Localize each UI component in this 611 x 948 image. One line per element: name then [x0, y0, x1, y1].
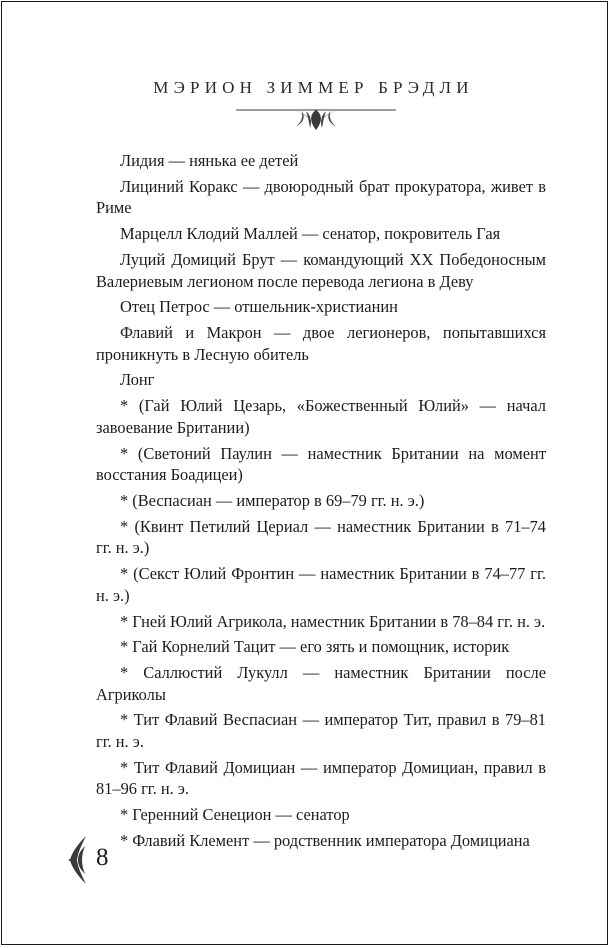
list-item: * Гай Корнелий Тацит — его зять и помощник, историк [120, 637, 510, 657]
list-item: Отец Петрос — отшельник-христианин [120, 297, 398, 317]
list-item: Флавий и Макрон — двое легионеров, попытавшихся проникнуть в Лесную обитель [96, 323, 546, 364]
list-item: * (Секст Юлий Фронтин — наместник Британии в 74–77 гг. н. э.) [96, 564, 546, 605]
leaf-ornament-icon [66, 834, 88, 886]
list-item: Лонг [120, 370, 155, 390]
list-item: Марцелл Клодий Маллей — сенатор, покровитель Гая [120, 224, 501, 244]
list-item: * (Квинт Петилий Цериал — наместник Британии в 71–74 гг. н. э.) [96, 516, 546, 558]
character-list [96, 150, 546, 856]
list-item: Луций Домиций Брут — командующий XX Победоносным Валериевым легионом после перевода легиона в Деву [96, 249, 546, 291]
list-item: * Тит Флавий Веспасиан — император Тит, правил в 79–81 гг. н. э. [96, 710, 546, 752]
fleuron-divider-icon [232, 104, 400, 132]
list-item: * (Гай Юлий Цезарь, «Божественный Юлий» — начал завоевание Британии) [96, 396, 546, 437]
list-item: * Геренний Сенецион — сенатор [120, 805, 350, 825]
list-item: * Гней Юлий Агрикола, наместник Британии в 78–84 гг. н. э. [120, 611, 546, 631]
list-item: * Флавий Клемент — родственник императора Домициана [120, 831, 530, 850]
list-item: Лидия — нянька ее детей [120, 151, 299, 170]
list-item: * Тит Флавий Домициан — император Домициан, правил в 81–96 гг. н. э. [96, 757, 546, 799]
list-item: * (Светоний Паулин — наместник Британии на момент восстания Боадицеи) [96, 443, 546, 485]
list-item: * (Веспасиан — император в 69–79 гг. н. э.) [120, 491, 425, 510]
list-item: Лициний Коракс — двоюродный брат прокуратора, живет в Риме [96, 176, 546, 218]
running-head-author: МЭРИОН ЗИММЕР БРЭДЛИ [153, 78, 474, 97]
page-number: 8 [96, 844, 109, 871]
list-item: * Саллюстий Лукулл — наместник Британии после Агриколы [96, 663, 546, 704]
